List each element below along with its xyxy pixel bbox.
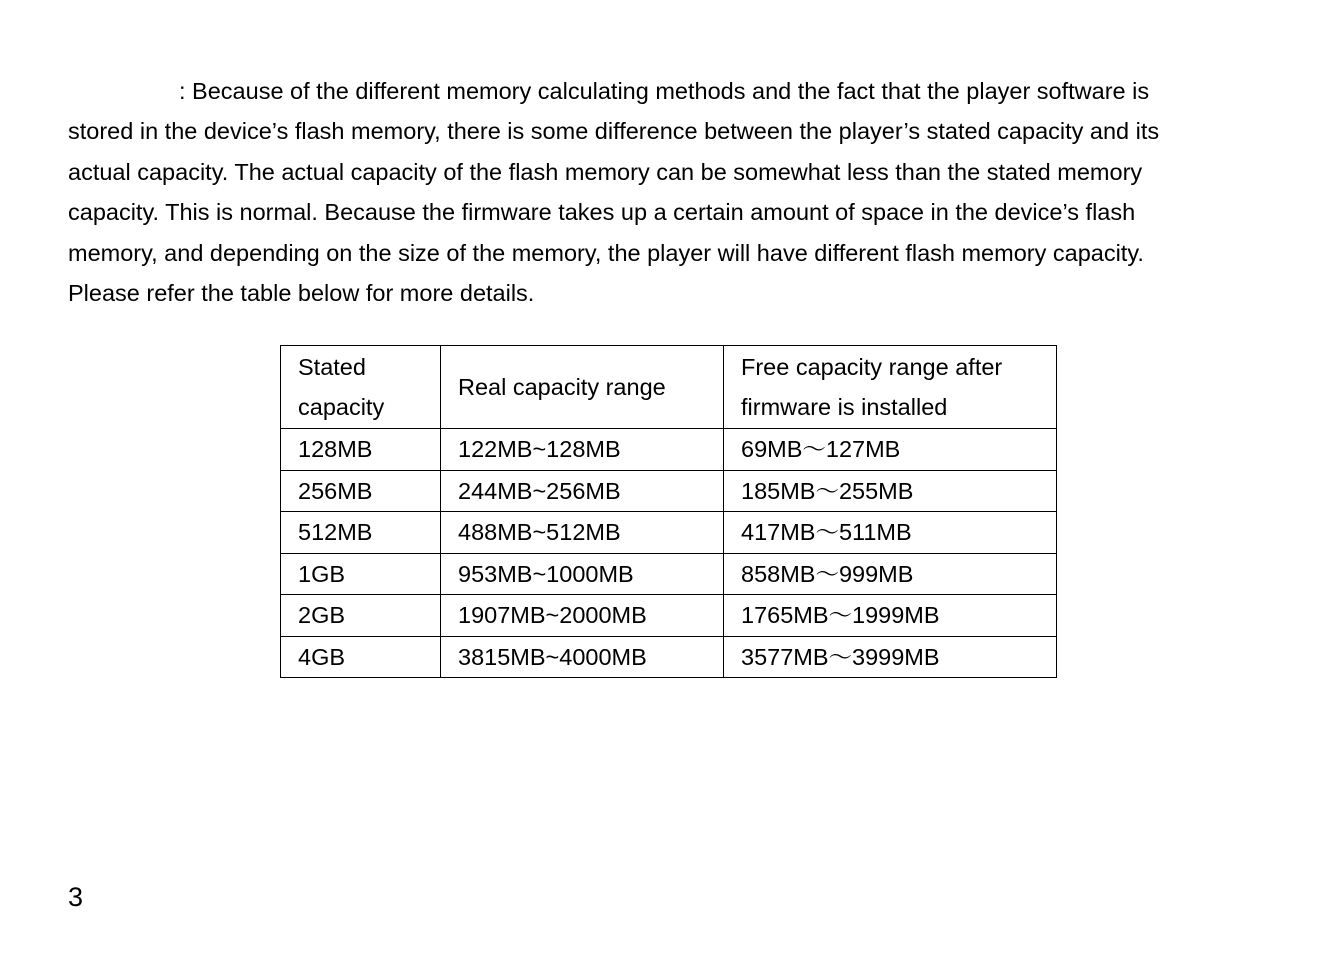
cell-stated: 4GB <box>281 636 441 678</box>
cell-free: 3577MB～3999MB <box>724 636 1057 678</box>
note-line-4: capacity. This is normal. Because the firmware takes up a certain amount of space in the device’s flash <box>68 199 1136 226</box>
cell-free: 69MB～127MB <box>724 429 1057 471</box>
header-real-capacity <box>441 346 724 429</box>
note-line-1-text: : Because of the different memory calculating methods and the fact that the player software is <box>179 78 1150 104</box>
cell-stated: 1GB <box>281 553 441 595</box>
cell-real: 488MB~512MB <box>441 512 724 554</box>
table-header <box>281 346 1057 429</box>
cell-free: 185MB～255MB <box>724 470 1057 512</box>
header-stated-capacity <box>281 346 441 429</box>
note-line-3: actual capacity. The actual capacity of the flash memory can be somewhat less than the stated memory <box>68 158 1143 185</box>
cell-real: 122MB~128MB <box>441 429 724 471</box>
header-free-capacity <box>724 346 1057 429</box>
header-real-line1: Real capacity range <box>458 374 666 400</box>
cell-free: 858MB～999MB <box>724 553 1057 595</box>
table-header-row <box>281 346 1057 429</box>
cell-stated: 128MB <box>281 429 441 471</box>
cell-stated: 512MB <box>281 512 441 554</box>
cell-real: 3815MB~4000MB <box>441 636 724 678</box>
table-row <box>281 636 1057 678</box>
note-paragraph <box>68 71 1268 313</box>
table-row <box>281 553 1057 595</box>
table-body <box>281 429 1057 678</box>
table-row <box>281 512 1057 554</box>
page-number: 3 <box>68 882 84 912</box>
table-row <box>281 470 1057 512</box>
capacity-table <box>280 345 1057 678</box>
cell-free: 417MB～511MB <box>724 512 1057 554</box>
cell-real: 953MB~1000MB <box>441 553 724 595</box>
header-stated-line2: capacity <box>298 394 385 420</box>
note-line-2: stored in the device’s flash memory, there is some difference between the player’s stated capacity and its <box>68 118 1160 145</box>
note-line-1 <box>68 71 1268 111</box>
header-free-line1: Free capacity range after <box>741 354 1003 380</box>
cell-free: 1765MB～1999MB <box>724 595 1057 637</box>
table-row <box>281 429 1057 471</box>
header-free-line2: firmware is installed <box>741 394 948 420</box>
note-line-6: Please refer the table below for more details. <box>68 280 535 307</box>
cell-stated: 2GB <box>281 595 441 637</box>
table-row <box>281 595 1057 637</box>
cell-stated: 256MB <box>281 470 441 512</box>
header-stated-line1: Stated <box>298 354 366 380</box>
note-line-5: memory, and depending on the size of the memory, the player will have different flash memory capacity. <box>68 239 1144 266</box>
cell-real: 1907MB~2000MB <box>441 595 724 637</box>
cell-real: 244MB~256MB <box>441 470 724 512</box>
